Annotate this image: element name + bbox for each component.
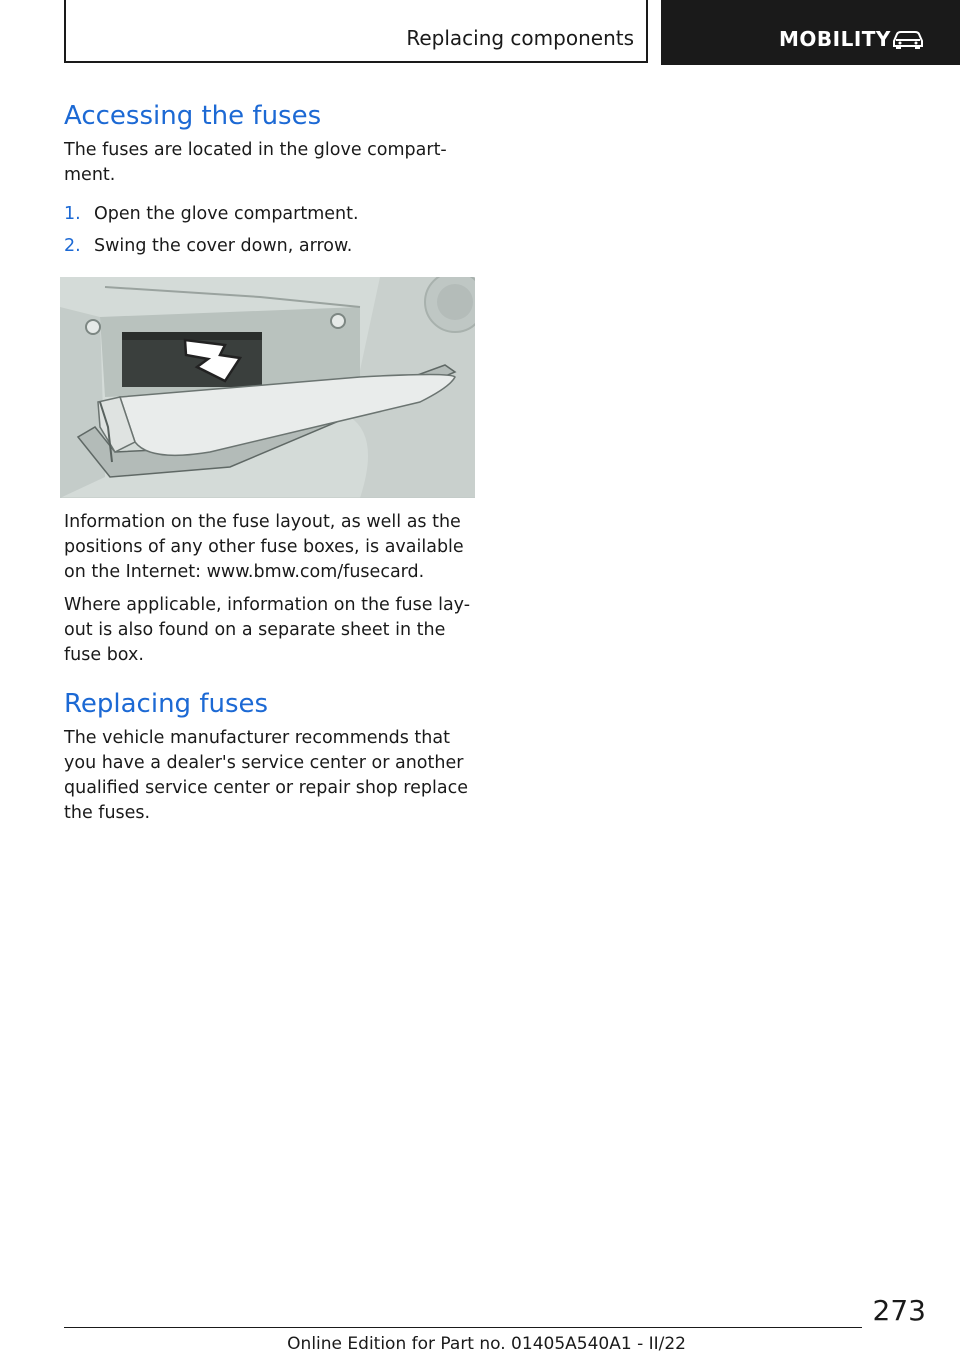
page-content [64, 96, 474, 259]
car-icon [891, 28, 925, 50]
page-number: 273 [872, 1294, 926, 1327]
fuse-layout-info: Information on the fuse layout, as well as the positions of any other fuse boxes, is available on the Internet: www.bmw.com/fusecard. [64, 512, 464, 582]
fuse-sheet-info: Where applicable, information on the fuse lay-out is also found on a separate sheet in the fuse box. [64, 595, 471, 665]
chapter-tab[interactable] [661, 0, 960, 65]
list-item [64, 234, 474, 259]
footer-divider [64, 1327, 862, 1328]
heading-accessing-fuses: Accessing the fuses [64, 101, 322, 131]
section-title: Replacing components [406, 26, 634, 50]
steps-list [64, 202, 474, 259]
step-number: 2. [64, 236, 81, 256]
intro-text: The fuses are located in the glove compart-ment. [64, 140, 447, 185]
page-content-lower [64, 510, 474, 826]
header-section-box [64, 0, 648, 63]
list-item [64, 202, 474, 227]
replacing-fuses-text: The vehicle manufacturer recommends that you have a dealer's service center or another qualified service center or repair shop replace the fuses. [64, 728, 468, 823]
heading-replacing-fuses: Replacing fuses [64, 689, 269, 719]
chapter-title: MOBILITY [779, 27, 891, 51]
glove-compartment-illustration [60, 277, 475, 498]
step-text: Open the glove compartment. [94, 204, 359, 224]
edition-info: Online Edition for Part no. 01405A540A1 - II/22 [287, 1334, 686, 1354]
step-text: Swing the cover down, arrow. [94, 236, 353, 256]
step-number: 1. [64, 204, 81, 224]
